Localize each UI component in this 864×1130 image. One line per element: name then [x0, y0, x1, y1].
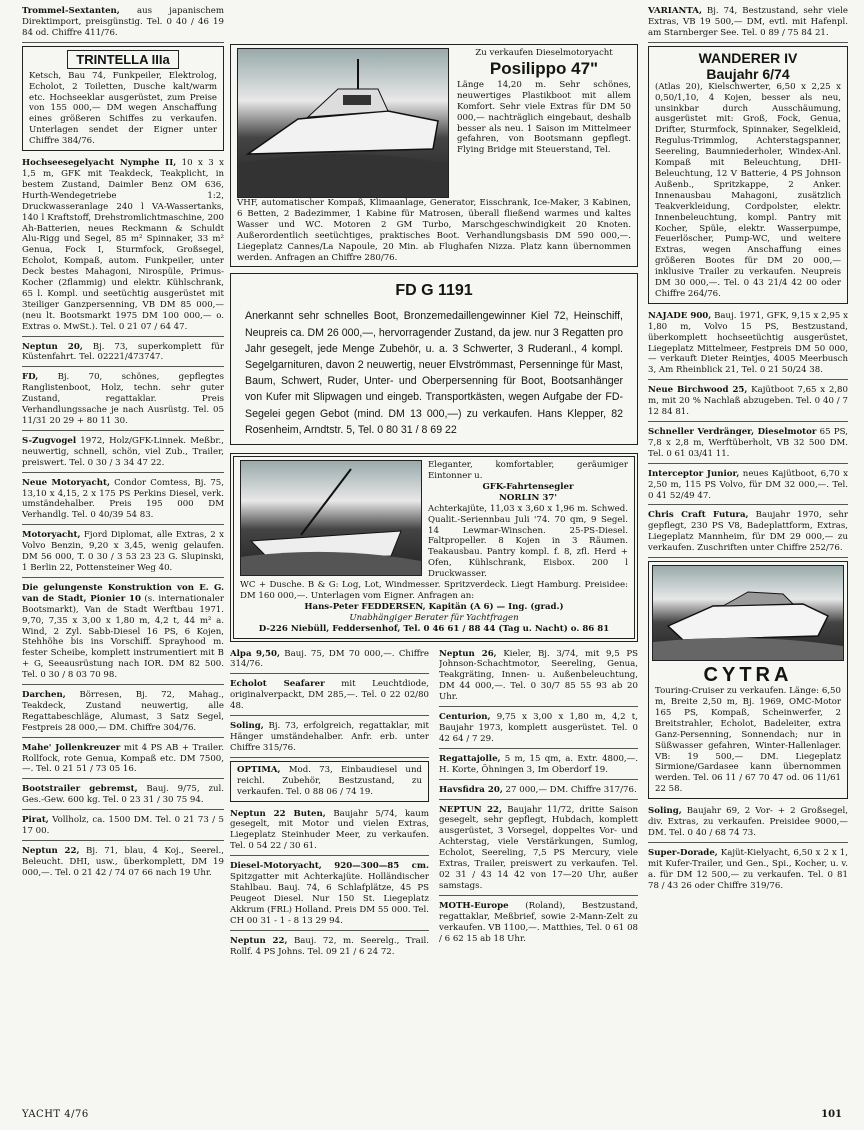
- ad-text: Achterkajüte, 11,03 x 3,60 x 1,96 m. Schwed. Qualit.-Seriennbau Juli '74. 70 qm, 9 Segel. 14 Lewmar-Winschen. 25-PS-Diesel. Faltpropeller. 8 Kojen in 3 Räumen. Teakausbau. Pantry kompl. f. 8, zfl. Herd + Ofen, Kühlschrank, Eisbox. 200 l Druckwasser.: [428, 503, 628, 580]
- ad-headline: Centurion,: [439, 712, 491, 723]
- ad-text: Kajütboot 7,65 x 2,80 m, mit 20 % Nachlaß abzugeben. Tel. 0 40 / 7 12 84 81.: [648, 385, 848, 418]
- ad-text: Baujahr 69, 2 Vor- + 2 Großsegel, div. Extras, zu verkaufen. Preisidee 9000,— DM. Tel. 0 40 / 68 74 73.: [648, 806, 848, 838]
- classified-ad: [22, 370, 224, 431]
- ad-headline: Die gelungenste Konstruktion von E. G. van de Stadt, Pionier 10: [22, 582, 224, 604]
- classified-ad: [648, 846, 848, 895]
- ad-text: Bauj. 75, DM 70 000,—. Chiffre 314/76.: [230, 648, 429, 670]
- classified-ad: [22, 340, 224, 368]
- ad-subtitle: Baujahr 6/74: [706, 65, 790, 82]
- ad-headline: Havsfidra 20,: [439, 784, 503, 795]
- ad-text: WC + Dusche. B & G: Log, Lot, Windmesser. Spritzverdeck. Liegt Hamburg. Preisidee: DM 160 000,—. Unterlagen vom Eigner. Anfragen an:: [240, 580, 628, 601]
- ad-headline: Trommel-Sextanten,: [22, 6, 120, 16]
- ad-text: Baujahr 1970, sehr gepflegt, 230 PS V8, Badeplattform, Extras, Liegeplatz Mannheim, für DM 29 000,— zu verkaufen. Zuschriften unter Chiffre 252/76.: [648, 510, 848, 554]
- classified-ad: [648, 425, 848, 464]
- classified-ad: [22, 741, 224, 780]
- ad-text: Spitzgatter mit Achterkajüte. Holländischer Stahlbau. Bauj. 74, 6 Schlafplätze, 45 PS Peugeot Diesel. Nur 150 St. Liegeplatz Akkrum (FRL) Holland. Preis DM 55 000. Tel. CH 00 31 - 1 - 8 13 29 94.: [230, 872, 429, 926]
- classified-ad: [648, 4, 848, 43]
- classified-ad: [230, 859, 429, 930]
- ad-text: 9,75 x 3,00 x 1,80 m, 4,2 t, Baujahr 1973, komplett ausgerüstet. Tel. 0 42 64 / 7 29.: [439, 712, 638, 744]
- ad-text: mit 4 PS AB + Trailer. Rollfock, rote Genua, Kompaß etc. DM 7500,—. Tel. 0 21 51 / 73 05 16.: [22, 742, 224, 775]
- page-number: 101: [821, 1109, 842, 1120]
- ad-headline: Neptun 22 Buten,: [230, 808, 326, 819]
- ad-headline: Schneller Verdränger, Dieselmotor: [648, 427, 817, 437]
- middle-subcolumns: [230, 647, 638, 964]
- ad-headline: Neptun 26,: [439, 648, 497, 659]
- magazine-issue: YACHT 4/76: [22, 1109, 89, 1120]
- classified-ad: [648, 309, 848, 380]
- contact-name: Hans-Peter FEDDERSEN, Kapitän (A 6) — Ing. (grad.): [304, 601, 564, 612]
- ad-text: Bj. 73, superkomplett für Küstenfahrt. Tel. 02221/473747.: [22, 341, 224, 363]
- ad-headline: Pirat,: [22, 815, 49, 826]
- ad-text: 5 m, 15 qm, a. Extr. 4800,—. H. Korte, Öhningen 3, Im Oberdorf 19.: [439, 753, 638, 775]
- motorboat-photo: [652, 565, 844, 661]
- ad-headline: Neptun 20,: [22, 341, 83, 352]
- classified-ad: [22, 844, 224, 882]
- classified-ad: [22, 4, 224, 43]
- ad-fd-g-1191: [230, 273, 638, 445]
- ad-headline: Neptun 22,: [230, 935, 288, 946]
- ad-text: Condor Comtess, Bj. 75, 13,10 x 4,15, 2 x 175 PS Perkins Diesel, verk. umständehalber. Preis 195 000 DM Verhandlg. Tel. 0 40/39 54 83.: [22, 477, 224, 521]
- ad-title: Posilippo 47": [489, 58, 599, 78]
- ad-intro: Zu verkaufen Dieselmotoryacht: [475, 48, 613, 58]
- ad-title: FD G 1191: [395, 282, 473, 300]
- ad-intro: Eleganter, komfortabler, geräumiger Eintonner u.: [428, 460, 628, 481]
- ad-title: NORLIN 37': [499, 492, 557, 503]
- classified-ad: [439, 803, 638, 896]
- ad-headline: Echolot Seafarer: [230, 679, 325, 690]
- ad-headline: Soling,: [230, 721, 264, 732]
- ad-text: Touring-Cruiser zu verkaufen. Länge: 6,50 m, Breite 2,50 m, Bj. 1969, OMC-Motor 165 PS, Kompaß, Scheinwerfer, 2 Breitstrahler, Echolot, Badeleiter, extra Ganz-Persenning, Sonnendach; nur in Süßwasser gefahren, Winter-Hallenlager. VB: 19 500,— DM. Liegeplatz Sirmione/Gardasee kann übernommen werden. Tel. 06 11 / 67 70 47 od. 06 11/61 22 58.: [655, 686, 841, 795]
- classified-ad: [439, 710, 638, 749]
- ad-norlin-37: [230, 453, 638, 642]
- ad-headline: Neue Motoryacht,: [22, 477, 110, 488]
- classified-ad: [22, 528, 224, 578]
- ad-text: neues Kajütboot, 6,70 x 2,50 m, 115 PS Volvo, für DM 32 000,—. Tel. 0 41 52/49 47.: [648, 468, 848, 501]
- ad-text: Bj. 71, blau, 4 Koj., Seerel., Beleucht. DHI, usw., überkomplett, DM 19 000,—. Tel. 0 21 42 / 74 07 66 nach 19 Uhr.: [22, 846, 224, 878]
- classified-ad: [439, 647, 638, 708]
- ad-text: Ketsch, Bau 74, Funkpeiler, Elektrolog, Echolot, 2 Toiletten, Dusche kalt/warm etc. Hochseeklar ausgerüstet, zum Preise von 155 000,— DM wegen Anschaffung eines größeren Schiffes zu verkaufen. Unterlagen sendet der Eigner unter Chiffre 384/76.: [29, 70, 217, 147]
- ad-text: Bauj. 1971, GFK, 9,15 x 2,95 x 1,80 m, Volvo 15 PS, Bestzustand, überkomplett hochseetüchtig ausgerüstet, Liegeplatz Mittelmeer, Festpreis DM 50 000,— verkauft Dieter Reintjes, 4005 Meerbusch 3, Am Rheinblick 21, Tel. 0 21 50/24 38.: [648, 310, 848, 376]
- classified-ad: [230, 719, 429, 758]
- ad-text: Bj. 73, erfolgreich, regattaklar, mit Hänger umständehalber. Anfr. erb. unter Chiffre 315/76.: [230, 721, 429, 753]
- ad-text: Vollholz, ca. 1500 DM. Tel. 0 21 73 / 5 17 00.: [22, 815, 224, 837]
- ad-headline: NAJADE 900,: [648, 310, 712, 321]
- ad-headline: Mahe' Jollenkreuzer: [22, 742, 121, 753]
- ad-text: Baujahr 11/72, dritte Saison gesegelt, sehr gepflegt, Hubdach, komplett ausgerüstet, 3 Vorsegel, doppeltes Vor- und Achterstag, viele Verstärkungen, Sumlog, Echolot, Seereling, 7,5 PS Mercury, viele Extras, Trailer, preiswert zu verkaufen. Tel. 02 31 / 43 14 42 von 17—20 Uhr, außer samstags.: [439, 804, 638, 891]
- classified-ad: [22, 581, 224, 685]
- classified-ad: [22, 813, 224, 841]
- classified-ad: [22, 782, 224, 810]
- ad-text: Fjord Diplomat, alle Extras, 2 x Volvo Benzin, 9,20 x 3,45, wenig gelaufen. DM 56 000, T. 0 30 / 3 53 23 23 G. Slupinski, 1 Berlin 22, Pottensteiner Weg 40.: [22, 530, 224, 573]
- classified-ad: [648, 383, 848, 422]
- contact-role: Unabhängiger Berater für Yachtfragen: [349, 612, 519, 623]
- ad-text: mit Leuchtdiode, originalverpackt, DM 285,—. Tel. 0 22 02/80 48.: [230, 679, 429, 712]
- ad-headline: OPTIMA,: [237, 764, 281, 775]
- classified-ad-boxed: [22, 46, 224, 151]
- ad-text: Börresen, Bj. 72, Mahag., Teakdeck, Zustand neuwertig, alle Regattabeschläge, Alumast, 3 Satz Segel, Festpreis 28 000,— DM. Chiffre 304/76.: [22, 690, 224, 733]
- classified-ad: [22, 434, 224, 473]
- classified-ad: [439, 899, 638, 948]
- ad-headline: Chris Craft Futura,: [648, 510, 749, 521]
- ad-text: (s. internationaler Bootsmarkt), Van de Stadt Werftbau 1971. 9,70, 7,35 x 3,00 x 1,80 m, 4,2 t, 44 m² a. Wind, 2 Zyl. Sabb-Diesel 16 PS, 6 Kojen, Stehhöhe bis ins Vorschiff. Sprayhood m. fester Scheibe, komplett instrumentiert mit B + G, Seeausrüstung nach IOR. DM 82 500. Tel. 0 30 / 8 03 70 98.: [22, 593, 224, 681]
- ad-headline: Regattajolle,: [439, 753, 501, 764]
- ad-text: Bauj. 72, m. Seerelg., Trail. Rollf. 4 PS Johns. Tel. 09 21 / 6 24 72.: [230, 935, 429, 957]
- ad-text: (Atlas 20), Kielschwerter, 6,50 x 2,25 x 0,50/1,10, 4 Kojen, besser als neu, unsinkbar durch Ausschäumung, ausgerüstet mit: Groß, Fock, Genua, Drifter, Sturmfock, Spinnaker, Segelkleid, Regulus-Trimmlog, Achterstagspanner, Seereling, Baumniederholer, Windex-Anl. Kompaß mit Beleuchtung, DHI-Beleuchtung, 12 V Batterie, 4 PS Johnson Außenb., Spritzkappe, 2 Anker. Innenausbau Mahagoni, zusätzlich Teakverkleidung, Cordpolster, elektr. Innenbeleuchtung, kompl. Pantry mit Kocher, Spüle, elektr. Wasserpumpe, Feuerlöscher, Pump-WC, und weitere Extras, wegen Anschaffung eines größeren Bootes für DM 20 000,— inklusive Trailer zu verkaufen. Neupreis DM 30 000,—. Tel. 0 43 21/4 42 00 oder Chiffre 264/76.: [655, 81, 841, 299]
- ad-text: 27 000,— DM. Chiffre 317/76.: [502, 784, 637, 795]
- column-right: [648, 4, 848, 897]
- sailboat-photo: [240, 460, 422, 576]
- column-middle: [230, 4, 638, 963]
- ad-text: Kieler, Bj. 3/74, mit 9,5 PS Johnson-Schachtmotor, Seereling, Genua, Teakgräting, Innen- u. Außenbeleuchtung, DM 44 000,—. Tel. 0 30/7 85 55 93 ab 20 Uhr.: [439, 648, 638, 703]
- column-left: [22, 4, 224, 885]
- ad-headline: Neue Birchwood 25,: [648, 385, 748, 396]
- ad-headline: NEPTUN 22,: [439, 804, 503, 815]
- ad-text: Länge 14,20 m. Sehr schönes, neuwertiges Plastikboot mit allem Komfort. Sehr viele Extras für DM 50 000,— nachträglich eingebaut, deshalb besser als neu. 1 Saison im Mittelmeer gefahren, von Bootsmann gepflegt. Flying Bridge mit Steuerstand, Tel.: [457, 79, 631, 156]
- motoryacht-photo: [237, 48, 449, 198]
- classified-ad: [439, 783, 638, 800]
- ad-subtitle: GFK-Fahrtensegler: [482, 481, 574, 492]
- ad-text: VHF, automatischer Kompaß, Klimaanlage, Generator, Eisschrank, Ice-Maker, 3 Kabinen, 6 Betten, 2 Badezimmer, 1 Kabine für Matrosen, überall fließend warmes und kaltes Wasser und WC. Motoren 2 GM Turbo, Marschgeschwindigkeit 20 Knoten. Außerordentlich seetüchtiges, praktisches Boot. Verhandlungsbasis DM 590 000,—. Liegeplatz Cannes/La Napoule, 20 Min. ab Flughafen Nizza. Platz kann übernommen werden. Anfragen an Chiffre 280/76.: [237, 198, 631, 263]
- ad-text: Mod. 73, Einbaudiesel und reichl. Zubehör, Bestzustand, zu verkaufen. Tel. 0 88 06 / 74 19.: [237, 764, 422, 797]
- ad-text: Bj. 70, schönes, gepflegtes Ranglistenboot, Holz, techn. sehr guter Zustand, regattaklar. Preis Verhandlungssache je nach Ausrüstg. Tel. 05 11/31 20 29 + 80 11 30.: [22, 372, 224, 426]
- ad-headline: Motoryacht,: [22, 530, 81, 541]
- ad-cytra: [648, 561, 848, 799]
- ad-headline: Neptun 22,: [22, 846, 80, 856]
- ad-text: Bauj. 9/75, zul. Ges.-Gew. 600 kg. Tel. 0 23 31 / 30 75 94.: [22, 784, 224, 806]
- ad-text: 65 PS, 7,8 x 2,8 m, Werftüberholt, VB 32 500 DM. Tel. 0 61 03/41 11.: [648, 427, 848, 459]
- classified-ad: [230, 807, 429, 857]
- ad-headline: MOTH-Europe: [439, 900, 509, 911]
- ad-headline: Interceptor Junior,: [648, 468, 740, 479]
- contact-address: D-226 Niebüll, Feddersenhof, Tel. 0 46 61 / 88 44 (Tag u. Nacht) o. 86 81: [258, 623, 610, 634]
- classified-ad: [648, 804, 848, 843]
- classified-ad-boxed: [230, 761, 429, 802]
- ad-headline: S-Zugvogel: [22, 435, 77, 446]
- ad-headline: Darchen,: [22, 690, 66, 701]
- ad-text: aus japanischem Direktimport, preisgünstig. Tel. 0 40 / 46 19 84 od. Chiffre 411/76.: [22, 6, 224, 38]
- ad-headline: Super-Dorade,: [648, 847, 718, 858]
- ad-headline: Alpa 9,50,: [230, 648, 280, 659]
- ad-text: 1972, Holz/GFK-Linnek. Meßbr., neuwertig, schnell, schön, viel Zub., Trailer, preiswert. Tel. 0 30 / 3 34 47 22.: [22, 435, 224, 468]
- ad-posilippo: [230, 44, 638, 267]
- ad-title: CYTRA: [703, 664, 793, 687]
- ad-wanderer-iv: [648, 46, 848, 304]
- classified-ad: [648, 508, 848, 558]
- ad-headline: Diesel-Motoryacht, 920—300—85 cm.: [230, 861, 429, 872]
- ad-headline: Soling,: [648, 806, 682, 817]
- ad-headline: Bootstrailer gebremst,: [22, 784, 138, 795]
- classified-ad: [22, 156, 224, 337]
- classified-ad: [230, 934, 429, 961]
- ad-text: Baujahr 5/74, kaum gesegelt, mit Motor und vielen Extras, Liegeplatz Steinhuder Meer, zu verkaufen. Tel. 0 54 22 / 30 61.: [230, 808, 429, 852]
- ad-title: WANDERER IV: [698, 49, 798, 66]
- ad-text: Kajüt-Kielyacht, 6,50 x 2 x 1, mit Kufer-Trailer, und Gen., Spi., Kocher, u. v. a. für DM 12 500,— zu verkaufen. Tel. 0 81 78 / 43 26 oder Chiffre 319/76.: [648, 847, 848, 891]
- ad-text: Bj. 74, Bestzustand, sehr viele Extras, VB 19 500,— DM, evtl. mit Hafenpl. am Starnberger See. Tel. 0 89 / 75 84 21.: [648, 6, 848, 38]
- classified-ad: [22, 476, 224, 526]
- ad-headline: Hochseesegelyacht Nymphe II,: [22, 158, 177, 169]
- classified-ad: [648, 467, 848, 506]
- middle-subcolumn-left: [230, 647, 429, 964]
- ad-text: Anerkannt sehr schnelles Boot, Bronzemedaillengewinner Kiel 72, Heinschiff, Neupreis ca. DM 26 000,—, hervorragender Zustand, da jew. nur 3 Regatten pro Jahr gesegelt, jede Menge Zubehör, u. a. 3 Schwerter, 3 Ruderanl., 4 kompl. Segelgarnituren, davon 2 neuwertig, neuer Elvströmmast, Persenninge für Mast, Baum, Schwert, Ruder, Unter- und Oberpersenning für Boot, Bootsanhänger von Kufer mit Slipwagen und eingeb. Transportkästen, wegen Aufgabe der FD-Segelei gegen Gebot (mind. DM 13 000,—) zu verkaufen. Hans Klepper, 82 Rosenheim, Arndtstr. 5, Tel. 0 80 31 / 8 69 22: [245, 310, 623, 436]
- classified-ad: [230, 677, 429, 716]
- classified-ad: [439, 752, 638, 780]
- ad-text: (Roland), Bestzustand, regattaklar, Meßbrief, sowie 2-Mann-Zelt zu verkaufen. VB 1100,—. Matthies, Tel. 0 61 08 / 6 62 15 ab 18 Uhr.: [439, 900, 638, 944]
- classified-ad: [230, 647, 429, 675]
- ad-text: 10 x 3 x 1,5 m, GFK mit Teakdeck, Teakplicht, in bestem Zustand, Daimler Benz OM 636, Hurth-Wendegetriebe 1:2, Druckwasseranlage 240 l VA-Wassertanks, 140 l Kraftstoff, Drehstromlichtmaschine, 200 Ah-Batterien, neues Reckmann & Schuldt Alu-Rigg und Segel, 85 m² Spinnaker, 33 m² Genua, Fock I, Sturmfock, Großsegel, Echolot, Kompaß, autom. Funkpeiler, unter Deck bestes Mahagoni, Nirospüle, Primus-Kocher (2flammig) und elektr. Kühlschrank, 65 l. Kompl. und seetüchtig ausgerüstet mit 3teiliger Ganzpersenning, VB DM 85 000,— (neu lt. Bootsmarkt 1975 DM 100 000,— o. Extras o. MwSt.). Tel. 0 21 07 / 64 47.: [22, 158, 224, 332]
- ad-headline: FD,: [22, 372, 39, 383]
- ad-headline: TRINTELLA IIIa: [67, 50, 178, 69]
- classified-ad: [22, 688, 224, 738]
- ad-headline: VARIANTA,: [648, 6, 702, 16]
- middle-subcolumn-right: [439, 647, 638, 964]
